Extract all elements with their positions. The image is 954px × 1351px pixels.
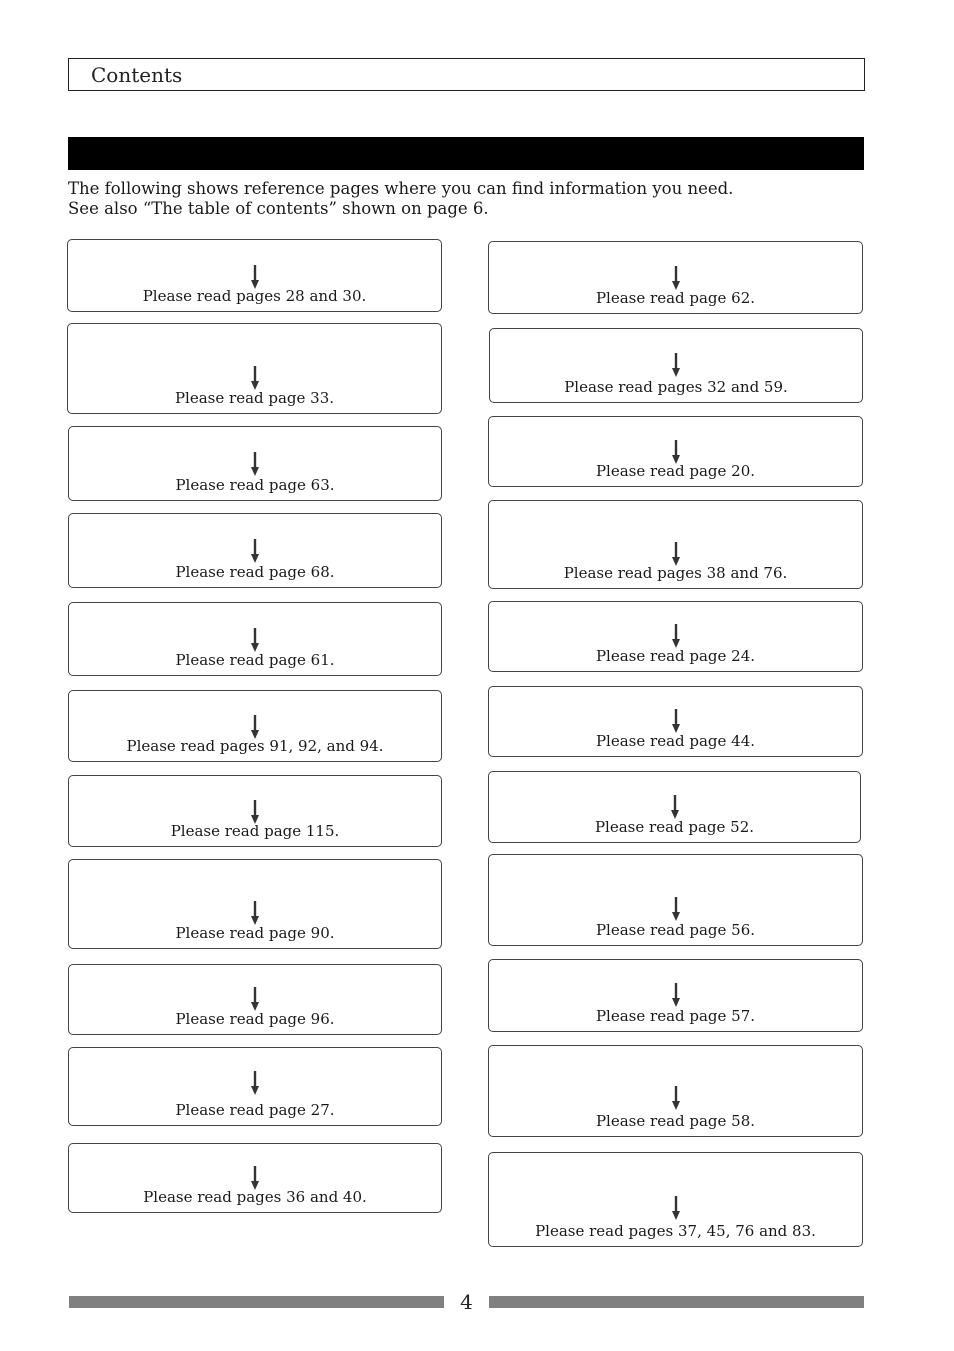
down-arrow-icon — [671, 897, 681, 921]
reference-box — [67, 239, 442, 312]
reference-box — [68, 1143, 442, 1213]
reference-text: Please read page 33. — [174, 389, 335, 407]
reference-text: Please read pages 36 and 40. — [143, 1188, 367, 1206]
down-arrow-icon — [671, 353, 681, 377]
reference-text: Please read page 62. — [595, 289, 756, 307]
intro-line-1: The following shows reference pages where you can find information you need. — [68, 179, 734, 198]
reference-text: Please read pages 38 and 76. — [563, 564, 788, 582]
reference-box — [488, 1152, 863, 1247]
reference-box — [488, 601, 863, 672]
reference-box — [68, 775, 442, 847]
reference-text: Please read page 44. — [595, 732, 756, 750]
reference-box — [488, 1045, 863, 1137]
reference-text: Please read page 90. — [175, 924, 335, 942]
down-arrow-icon — [250, 1166, 260, 1190]
reference-text: Please read page 52. — [594, 818, 755, 836]
reference-box — [68, 513, 442, 588]
reference-text: Please read page 24. — [595, 647, 756, 665]
down-arrow-icon — [671, 983, 681, 1007]
reference-text: Please read page 61. — [175, 651, 335, 669]
down-arrow-icon — [250, 800, 260, 824]
down-arrow-icon — [670, 795, 680, 819]
footer-bar-right — [489, 1296, 864, 1308]
reference-box — [488, 416, 863, 487]
reference-text: Please read page 58. — [595, 1112, 756, 1130]
down-arrow-icon — [250, 987, 260, 1011]
reference-text: Please read page 63. — [175, 476, 335, 494]
down-arrow-icon — [671, 709, 681, 733]
down-arrow-icon — [250, 1071, 260, 1095]
down-arrow-icon — [250, 628, 260, 652]
reference-box — [488, 771, 861, 843]
intro-text — [68, 179, 733, 219]
reference-box — [488, 500, 863, 589]
reference-box — [68, 602, 442, 676]
header-title: Contents — [91, 63, 183, 87]
reference-text: Please read pages 32 and 59. — [564, 378, 788, 396]
reference-box — [488, 854, 863, 946]
reference-box — [488, 686, 863, 757]
down-arrow-icon — [250, 265, 260, 289]
reference-box — [489, 328, 863, 403]
reference-box — [488, 241, 863, 314]
down-arrow-icon — [671, 440, 681, 464]
down-arrow-icon — [671, 1086, 681, 1110]
footer-bar-left — [69, 1296, 444, 1308]
reference-text: Please read page 115. — [170, 822, 340, 840]
title-bar — [68, 137, 864, 170]
down-arrow-icon — [250, 452, 260, 476]
reference-box — [68, 1047, 442, 1126]
reference-text: Please read page 27. — [175, 1101, 335, 1119]
down-arrow-icon — [671, 1196, 681, 1220]
down-arrow-icon — [250, 539, 260, 563]
reference-box — [67, 323, 442, 414]
reference-text: Please read page 56. — [595, 921, 756, 939]
section-header — [68, 58, 865, 91]
reference-box — [488, 959, 863, 1032]
down-arrow-icon — [250, 715, 260, 739]
reference-text: Please read page 68. — [175, 563, 335, 581]
down-arrow-icon — [250, 366, 260, 390]
intro-line-2: See also “The table of contents” shown on page 6. — [68, 199, 489, 218]
reference-text: Please read page 96. — [175, 1010, 335, 1028]
reference-text: Please read pages 91, 92, and 94. — [126, 737, 384, 755]
reference-text: Please read page 20. — [595, 462, 756, 480]
reference-box — [68, 690, 442, 762]
down-arrow-icon — [671, 266, 681, 290]
reference-box — [68, 964, 442, 1035]
page-number: 4 — [460, 1290, 473, 1314]
reference-text: Please read pages 37, 45, 76 and 83. — [535, 1222, 816, 1240]
down-arrow-icon — [671, 542, 681, 566]
reference-text: Please read pages 28 and 30. — [142, 287, 367, 305]
down-arrow-icon — [250, 901, 260, 925]
reference-box — [68, 426, 442, 501]
reference-text: Please read page 57. — [595, 1007, 756, 1025]
down-arrow-icon — [671, 624, 681, 648]
reference-box — [68, 859, 442, 949]
